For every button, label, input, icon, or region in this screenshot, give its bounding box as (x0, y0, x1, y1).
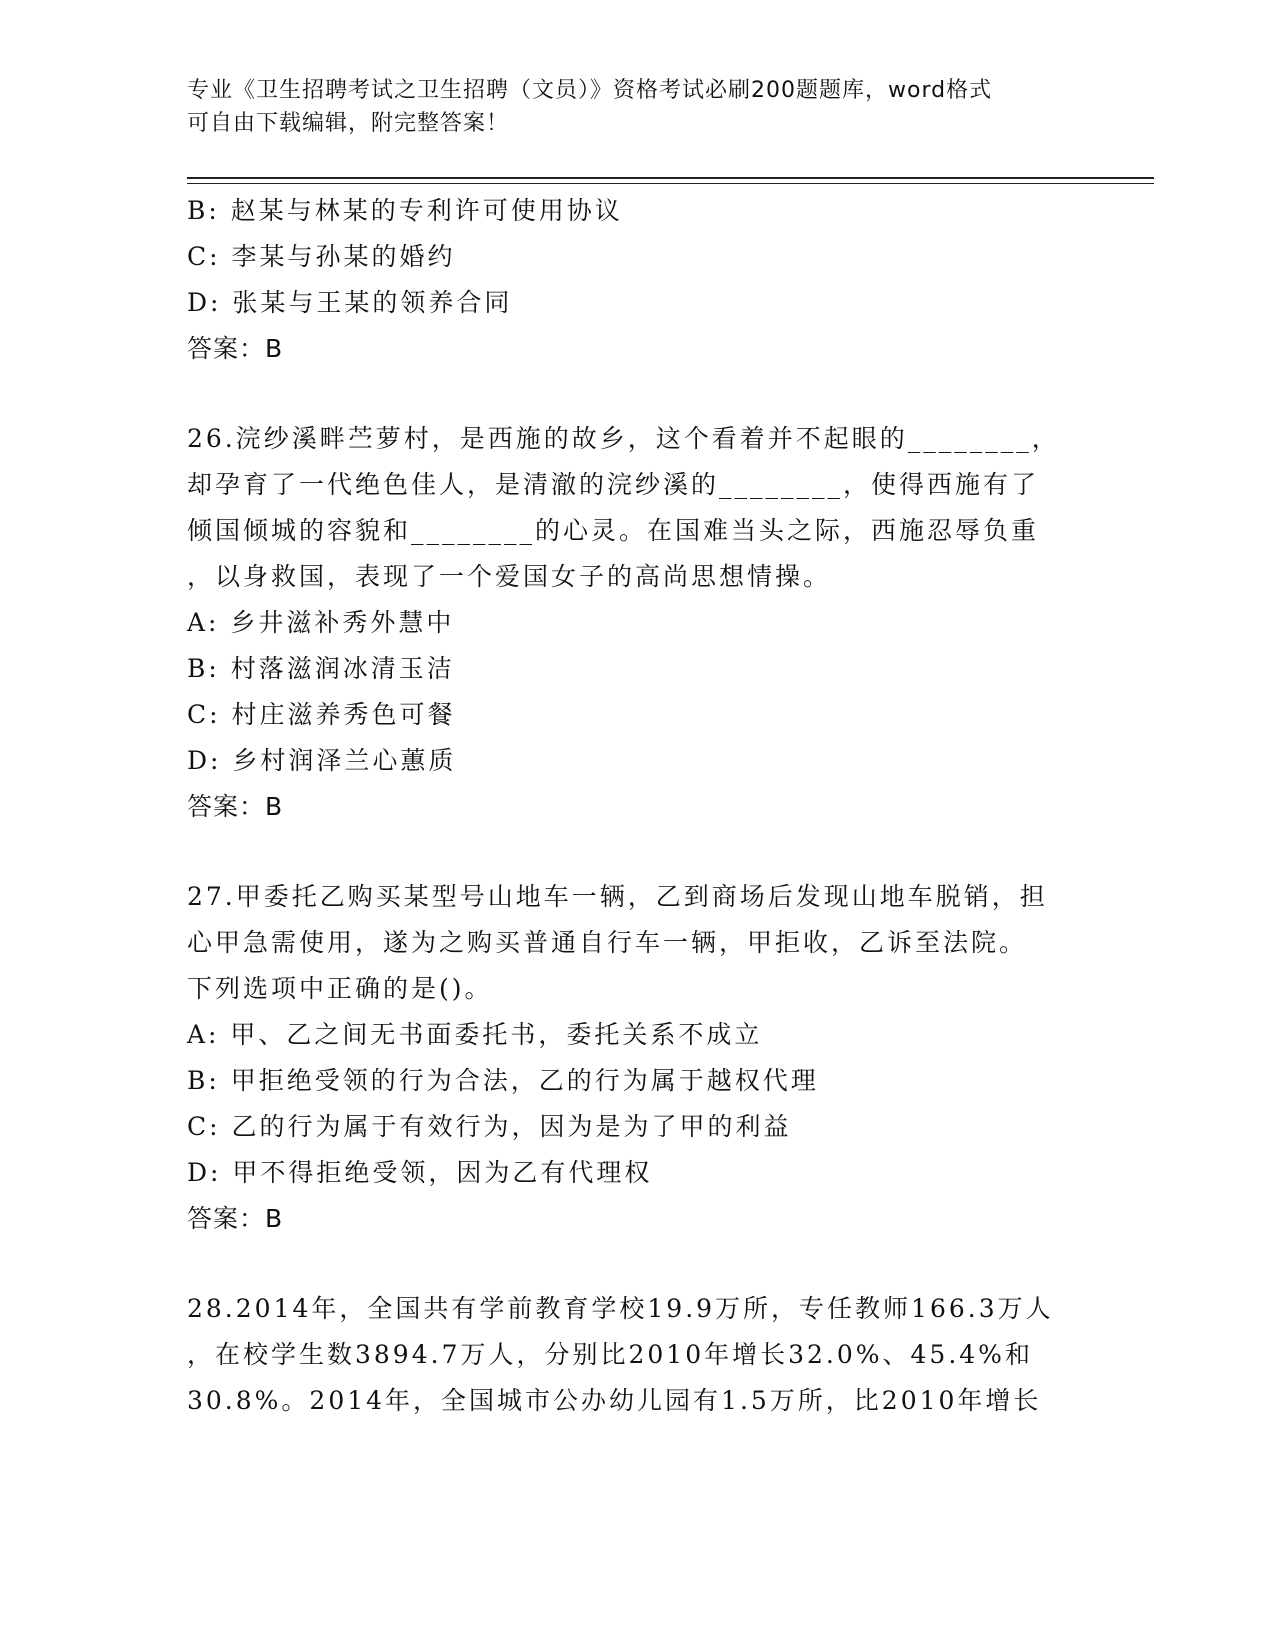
question-stem-line: 28.2014年，全国共有学前教育学校19.9万所，专任教师166.3万人 (187, 1294, 1054, 1323)
header-title-line-1: 专业《卫生招聘考试之卫生招聘（文员）》资格考试必刷200题题库，word格式 (187, 78, 993, 103)
option-d: D: 乡村润泽兰心蕙质 (187, 746, 457, 775)
option-d: D: 张某与王某的领养合同 (187, 288, 513, 317)
question-25-continued (187, 188, 1087, 372)
option-c: C: 李某与孙某的婚约 (187, 242, 456, 271)
question-stem-line: 却孕育了一代绝色佳人，是清澈的浣纱溪的________，使得西施有了 (187, 470, 1040, 499)
option-b: B: 甲拒绝受领的行为合法，乙的行为属于越权代理 (187, 1066, 819, 1095)
question-28 (187, 1286, 1087, 1424)
question-27 (187, 874, 1087, 1242)
question-26 (187, 416, 1087, 830)
question-stem-line: 心甲急需使用，遂为之购买普通自行车一辆，甲拒收，乙诉至法院。 (187, 928, 1028, 957)
question-stem-line: ，在校学生数3894.7万人，分别比2010年增长32.0%、45.4%和 (187, 1340, 1033, 1369)
question-stem-line: 30.8%。2014年，全国城市公办幼儿园有1.5万所，比2010年增长 (187, 1386, 1042, 1415)
question-spacer (187, 1242, 1087, 1286)
option-b: B: 村落滋润冰清玉洁 (187, 654, 455, 683)
header-title-line-2: 可自由下载编辑，附完整答案！ (187, 111, 510, 136)
question-stem-line: ，以身救国，表现了一个爱国女子的高尚思想情操。 (187, 562, 832, 591)
option-b: B: 赵某与林某的专利许可使用协议 (187, 196, 623, 225)
question-spacer (187, 830, 1087, 874)
question-stem-line: 26.浣纱溪畔苎萝村，是西施的故乡，这个看着并不起眼的________， (187, 424, 1060, 453)
header-divider-thick (187, 177, 1154, 179)
answer-label: 答案：B (187, 1204, 284, 1233)
question-stem-line: 27.甲委托乙购买某型号山地车一辆，乙到商场后发现山地车脱销，担 (187, 882, 1048, 911)
header-divider-thin (187, 183, 1154, 184)
option-a: A: 乡井滋补秀外慧中 (187, 608, 455, 637)
answer-label: 答案：B (187, 792, 284, 821)
question-content (187, 188, 1087, 1424)
option-a: A: 甲、乙之间无书面委托书，委托关系不成立 (187, 1020, 763, 1049)
document-header (187, 74, 1087, 140)
option-c: C: 村庄滋养秀色可餐 (187, 700, 456, 729)
answer-label: 答案：B (187, 334, 284, 363)
question-spacer (187, 372, 1087, 416)
question-stem-line: 倾国倾城的容貌和________的心灵。在国难当头之际，西施忍辱负重 (187, 516, 1040, 545)
question-stem-line: 下列选项中正确的是()。 (187, 974, 493, 1003)
option-d: D: 甲不得拒绝受领，因为乙有代理权 (187, 1158, 653, 1187)
option-c: C: 乙的行为属于有效行为，因为是为了甲的利益 (187, 1112, 792, 1141)
